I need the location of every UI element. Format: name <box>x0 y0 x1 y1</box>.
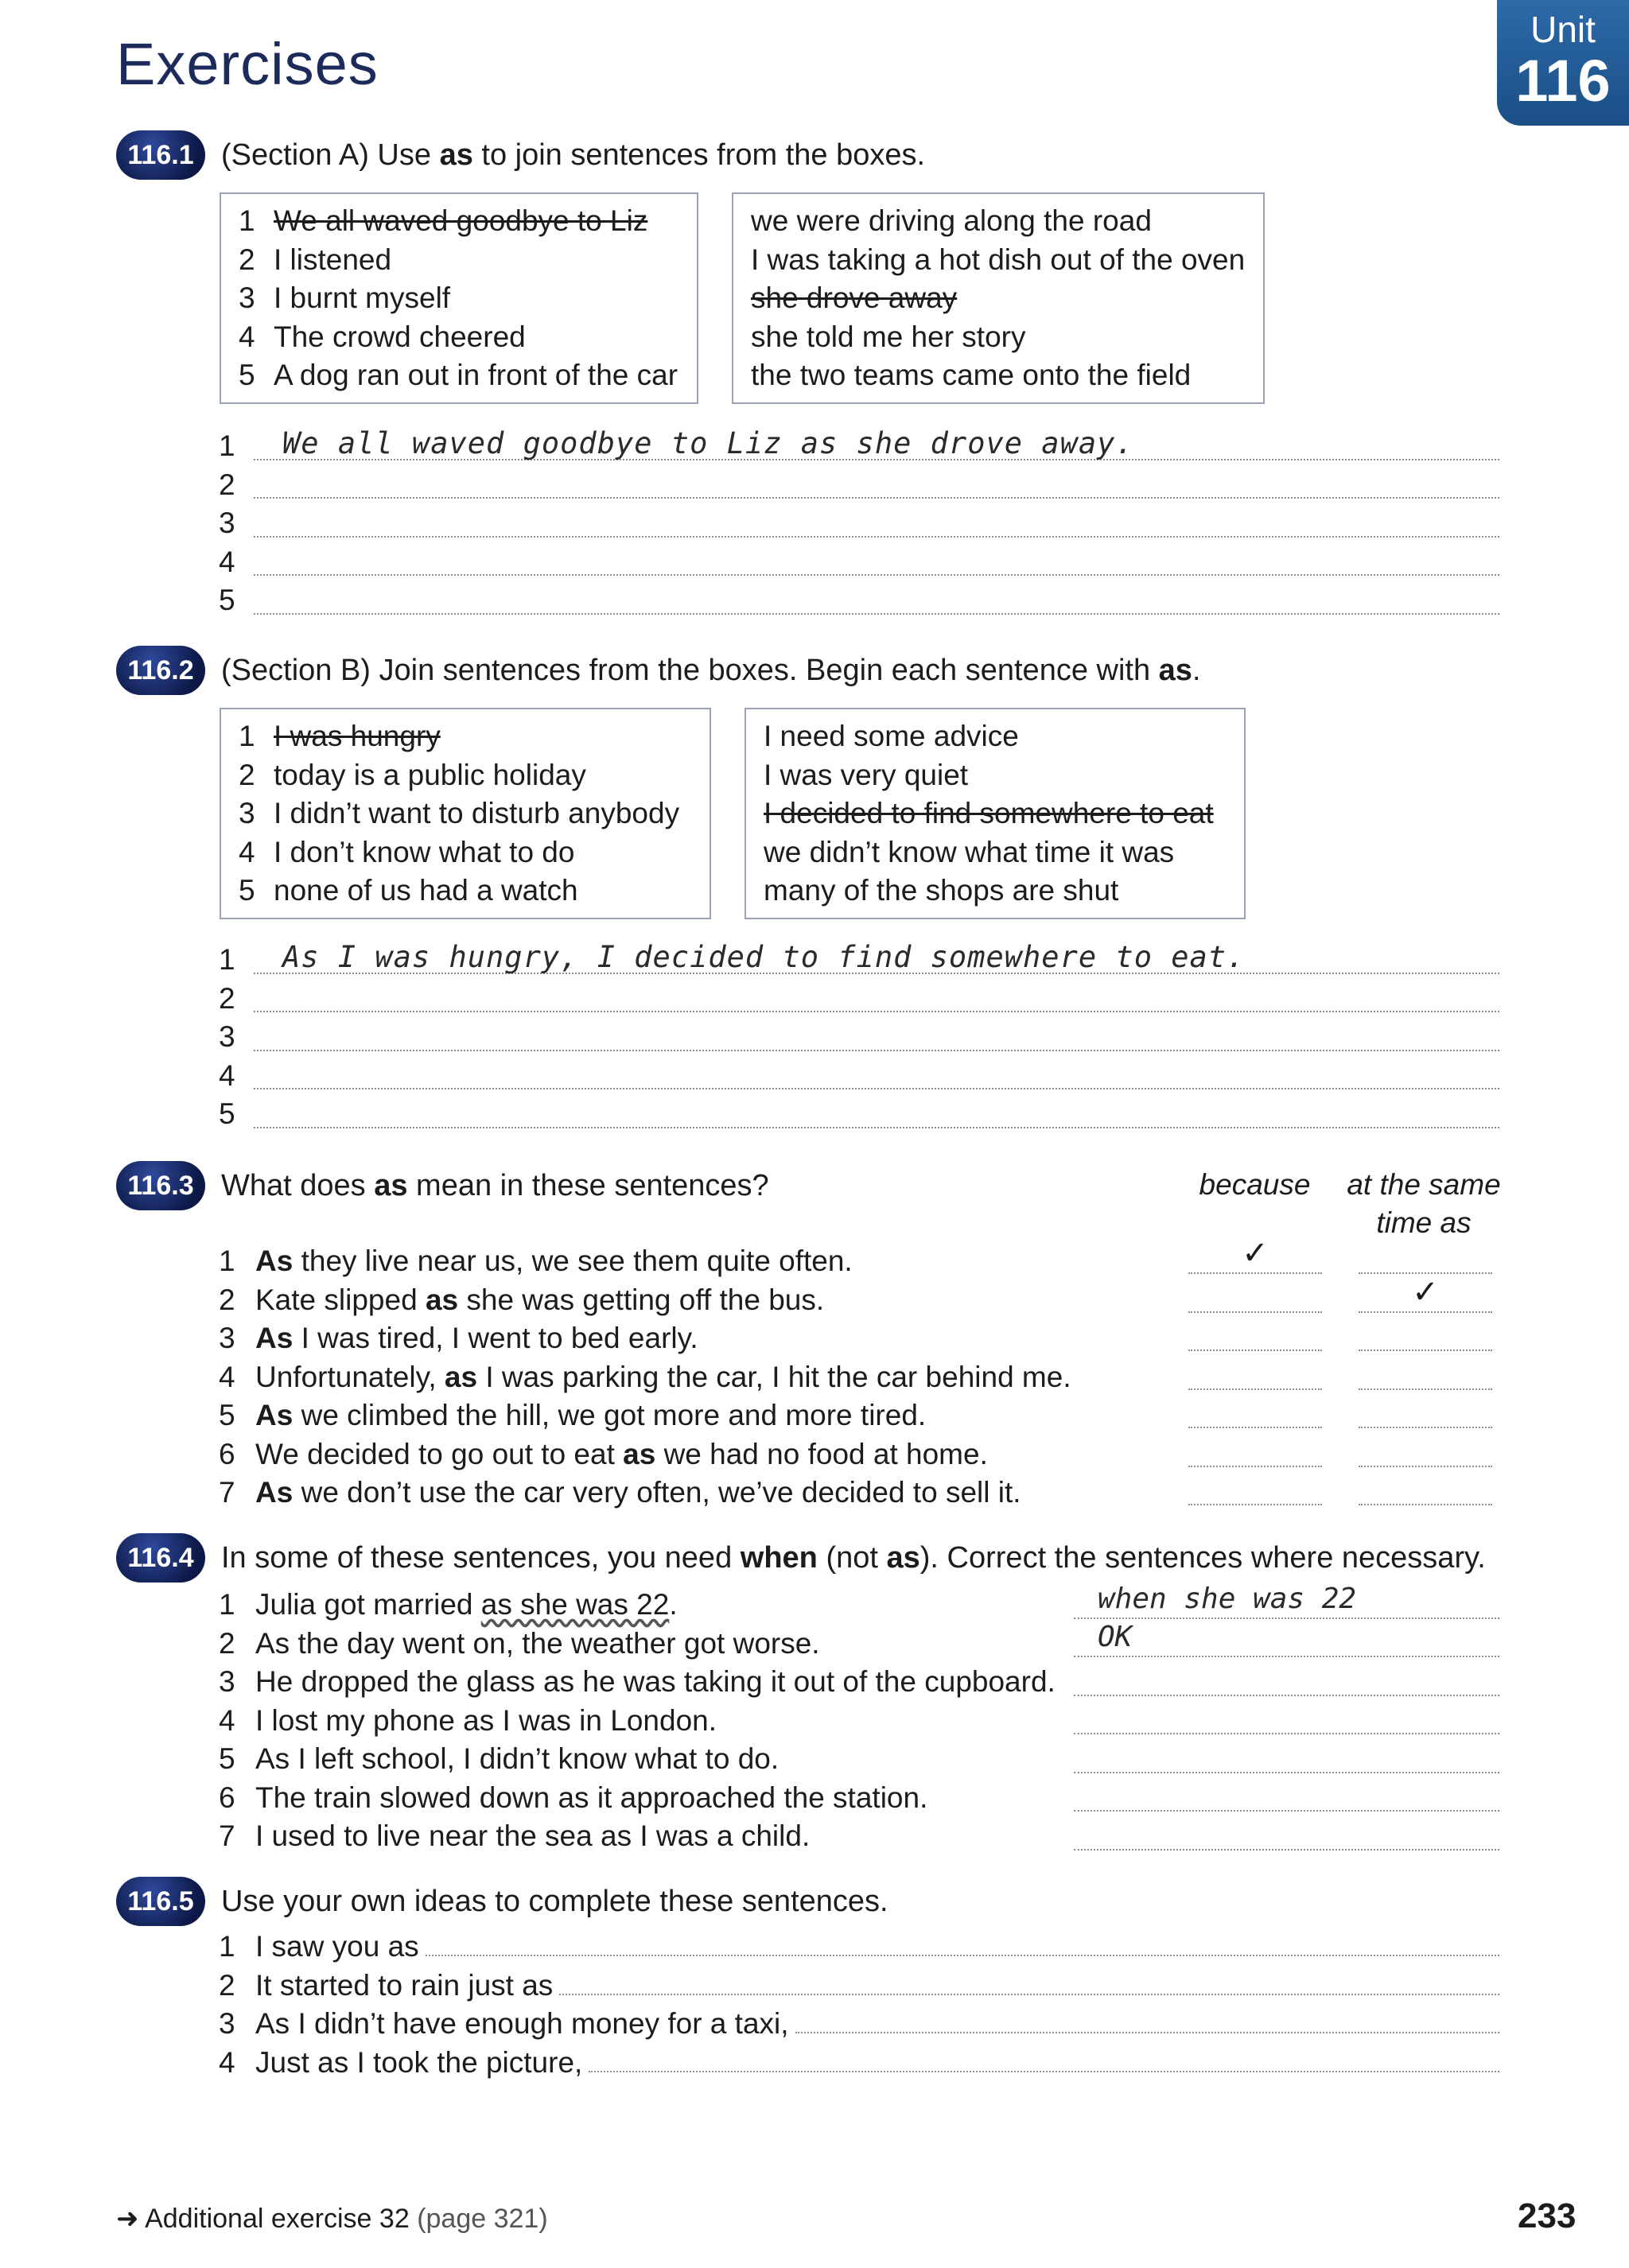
answer-line[interactable] <box>219 426 1499 465</box>
box-item-text: A dog ran out in front of the car <box>274 359 678 391</box>
question-list-116-4 <box>219 1586 1062 1856</box>
line-number: 2 <box>219 468 235 501</box>
dotted-line <box>559 1970 1499 1995</box>
question-text: He dropped the glass as he was taking it out of the cupboard. <box>255 1665 1056 1698</box>
instruction-text: to join sentences from the boxes. <box>472 138 926 172</box>
sentence-start: As I didn’t have enough money for a taxi, <box>255 2007 789 2040</box>
item-number: 2 <box>219 1626 235 1660</box>
item-number: 2 <box>219 1968 235 2002</box>
exercise-badge: 116.1 <box>116 130 205 180</box>
item-number: 3 <box>219 1322 235 1354</box>
item-number: 1 <box>239 204 255 237</box>
completion-row[interactable] <box>219 1967 1499 2006</box>
box-item-text: I need some advice <box>764 720 1019 752</box>
tick-box-same[interactable] <box>1359 1237 1492 1274</box>
keyword: As <box>255 1322 294 1354</box>
dotted-line <box>254 1127 1499 1128</box>
question-text: Unfortunately, <box>255 1360 445 1393</box>
box-item-text: I don’t know what to do <box>274 835 575 868</box>
line-number: 5 <box>219 1097 235 1130</box>
item-number: 5 <box>239 874 255 907</box>
question-text: I used to live near the sea as I was a child. <box>255 1819 811 1852</box>
question-text: As the day went on, the weather got worse. <box>255 1626 820 1660</box>
keyword: As <box>255 1476 294 1509</box>
exercise-116-1-header <box>116 130 925 180</box>
keyword: as <box>425 1283 459 1316</box>
tick-box-because[interactable] <box>1188 1353 1322 1390</box>
item-number: 3 <box>239 282 255 314</box>
exercise-badge: 116.5 <box>116 1877 205 1926</box>
box-item <box>239 794 692 833</box>
unit-number: 116 <box>1515 48 1611 114</box>
answer-field[interactable] <box>1074 1660 1499 1696</box>
answer-line[interactable] <box>219 581 1499 619</box>
box-item-text: today is a public holiday <box>274 758 586 791</box>
answer-line[interactable] <box>219 979 1499 1018</box>
question-row <box>219 1586 1062 1625</box>
answer-lines-116-2 <box>219 940 1499 1133</box>
dotted-line <box>254 613 1499 615</box>
instruction-text: (Section A) Use <box>221 138 440 172</box>
instruction-text: (not <box>817 1540 887 1575</box>
tick-box-same[interactable] <box>1359 1392 1492 1428</box>
item-number: 3 <box>219 2007 235 2040</box>
dotted-line <box>795 2008 1499 2033</box>
answer-field[interactable] <box>1074 1583 1499 1619</box>
column-header-same-time <box>1344 1166 1503 1242</box>
question-text: we climbed the hill, we got more and more tired. <box>293 1399 927 1431</box>
item-number: 1 <box>239 720 255 752</box>
box-item <box>239 833 692 872</box>
page-reference: (page 321) <box>417 2204 548 2234</box>
exercise-116-5-header <box>116 1877 888 1926</box>
question-row <box>219 1663 1062 1702</box>
box-item-text: the two teams came onto the field <box>751 359 1192 391</box>
question-text: Julia got married <box>255 1588 481 1621</box>
unit-label: Unit <box>1530 9 1596 50</box>
line-number: 3 <box>219 1020 235 1053</box>
answer-line[interactable] <box>219 1056 1499 1095</box>
answer-field[interactable] <box>1074 1814 1499 1851</box>
box-item-text: I burnt myself <box>274 282 451 314</box>
exercise-116-2-header <box>116 646 1201 695</box>
handwritten-answer: As I was hungry, I decided to find somewhere to eat. <box>282 940 1246 974</box>
keyword: as <box>623 1437 656 1470</box>
tick-box-same[interactable] <box>1359 1276 1492 1313</box>
question-row <box>219 1817 1062 1856</box>
answer-line[interactable] <box>219 503 1499 542</box>
page-number: 233 <box>1518 2196 1577 2235</box>
item-number: 2 <box>219 1283 235 1316</box>
question-text: We decided to go out to eat <box>255 1437 624 1470</box>
additional-exercise-link[interactable] <box>116 2203 548 2235</box>
instruction-text: What does <box>221 1168 375 1202</box>
keyword: As <box>255 1399 294 1431</box>
box-item-text-crossed: We all waved goodbye to Liz <box>274 204 648 237</box>
box-item <box>239 717 692 756</box>
question-text: she was getting off the bus. <box>458 1283 825 1316</box>
column-header-because: because <box>1199 1168 1311 1201</box>
item-number: 5 <box>219 1742 235 1775</box>
instruction-keyword: as <box>1158 653 1192 687</box>
question-text: they live near us, we see them quite often. <box>293 1245 853 1277</box>
tick-box-because[interactable] <box>1188 1315 1322 1351</box>
question-text: we don’t use the car very often, we’ve decided to sell it. <box>293 1476 1021 1509</box>
line-number: 3 <box>219 507 235 539</box>
question-text: I was parking the car, I hit the car behind me. <box>477 1360 1071 1393</box>
item-number: 5 <box>219 1399 235 1431</box>
instruction-keyword: as <box>439 138 473 172</box>
tick-box-because[interactable] <box>1188 1392 1322 1428</box>
answer-field[interactable] <box>1074 1737 1499 1773</box>
line-number: 5 <box>219 584 235 616</box>
item-number: 3 <box>219 1665 235 1698</box>
dotted-line <box>254 1088 1499 1089</box>
item-number: 5 <box>239 359 255 391</box>
keyword: as <box>444 1360 478 1393</box>
tick-box-because[interactable] <box>1188 1276 1322 1313</box>
sentence-start: It started to rain just as <box>255 1968 554 2002</box>
instruction-text: mean in these sentences? <box>407 1168 769 1202</box>
question-row <box>219 1779 1062 1818</box>
column-header-line: at the same <box>1347 1168 1501 1201</box>
box-item-text: we didn’t know what time it was <box>764 835 1175 868</box>
answer-line[interactable] <box>219 465 1499 504</box>
item-number: 4 <box>219 1703 235 1737</box>
tick-box-same[interactable] <box>1359 1353 1492 1390</box>
exercise-badge: 116.3 <box>116 1161 205 1210</box>
exercise-instruction: Use your own ideas to complete these sentences. <box>221 1884 888 1918</box>
sentence-start: Just as I took the picture, <box>255 2045 583 2079</box>
dotted-line <box>426 1931 1499 1956</box>
tick-box-because[interactable] <box>1188 1469 1322 1505</box>
link-text: Additional exercise 32 <box>145 2204 410 2234</box>
sentence-box-right <box>732 192 1265 404</box>
column-header-line: time as <box>1376 1206 1472 1239</box>
checkmark-icon: ✓ <box>1242 1236 1269 1271</box>
item-number: 3 <box>239 797 255 829</box>
handwritten-answer: when she was 22 <box>1098 1583 1357 1615</box>
instruction-text: In some of these sentences, you need <box>221 1540 741 1575</box>
instruction-keyword: when <box>740 1540 818 1575</box>
box-item-text: I was very quiet <box>764 758 969 791</box>
tick-box-same[interactable] <box>1359 1469 1492 1505</box>
item-number: 1 <box>219 1930 235 1963</box>
box-item-text: The crowd cheered <box>274 320 526 353</box>
item-number: 7 <box>219 1819 235 1852</box>
completion-row[interactable] <box>219 2005 1499 2044</box>
question-row <box>219 1625 1062 1664</box>
item-number: 1 <box>219 1245 235 1277</box>
answer-field[interactable] <box>1074 1775 1499 1812</box>
tick-box-same[interactable] <box>1359 1431 1492 1467</box>
box-item <box>239 872 692 911</box>
box-item-text-crossed: I decided to find somewhere to eat <box>764 797 1214 829</box>
item-number: 6 <box>219 1437 235 1470</box>
answer-line[interactable] <box>219 542 1499 581</box>
answer-field[interactable] <box>1074 1621 1499 1657</box>
arrow-right-icon: ➜ <box>116 2204 139 2234</box>
box-item <box>239 756 692 795</box>
question-text: The train slowed down as it approached the station. <box>255 1781 928 1814</box>
item-number: 1 <box>219 1588 235 1621</box>
item-number: 4 <box>239 835 255 868</box>
line-number: 4 <box>219 545 235 578</box>
question-text: we had no food at home. <box>655 1437 988 1470</box>
question-text: . <box>669 1588 678 1621</box>
sentence-box-left <box>220 192 698 404</box>
box-item <box>239 279 679 318</box>
item-number: 7 <box>219 1476 235 1509</box>
instruction-text: . <box>1192 653 1201 687</box>
dotted-line <box>254 536 1499 538</box>
answer-line[interactable] <box>219 1094 1499 1133</box>
box-item-text: none of us had a watch <box>274 874 578 907</box>
box-item-text: she told me her story <box>751 320 1026 353</box>
exercise-116-3-header <box>116 1161 769 1210</box>
completion-row[interactable] <box>219 2044 1499 2083</box>
dotted-line <box>254 574 1499 576</box>
box-item <box>239 202 679 241</box>
line-number: 2 <box>219 981 235 1015</box>
box-item-text: I was taking a hot dish out of the oven <box>751 243 1246 276</box>
sentence-start: I saw you as <box>255 1930 419 1963</box>
instruction-keyword: as <box>374 1168 408 1202</box>
exercise-instruction <box>221 138 925 173</box>
item-number: 6 <box>219 1781 235 1814</box>
instruction-text: ). Correct the sentences where necessary. <box>919 1540 1486 1575</box>
exercise-116-4-header <box>116 1533 1486 1583</box>
question-text: I was tired, I went to bed early. <box>293 1322 698 1354</box>
dotted-line <box>254 1050 1499 1051</box>
dotted-line <box>254 497 1499 499</box>
item-number: 4 <box>239 320 255 353</box>
exercise-instruction <box>221 1169 769 1203</box>
exercise-badge: 116.2 <box>116 646 205 695</box>
instruction-text: (Section B) Join sentences from the boxes. Begin each sentence with <box>221 653 1159 687</box>
page-title: Exercises <box>116 31 379 97</box>
answer-line[interactable] <box>219 1017 1499 1056</box>
item-number: 2 <box>239 243 255 276</box>
answer-lines-116-1 <box>219 426 1499 619</box>
question-row <box>219 1702 1062 1741</box>
question-text: Kate slipped <box>255 1283 426 1316</box>
box-item <box>239 356 679 395</box>
completion-list-116-5 <box>219 1928 1499 2082</box>
tick-box-same[interactable] <box>1359 1315 1492 1351</box>
box-item-text: many of the shops are shut <box>764 874 1119 907</box>
dotted-line <box>254 1011 1499 1012</box>
box-item-text: I listened <box>274 243 392 276</box>
dotted-line <box>589 2047 1499 2072</box>
answer-field[interactable] <box>1074 1698 1499 1734</box>
item-number: 2 <box>239 758 255 791</box>
sentence-box-left <box>220 708 711 919</box>
question-row <box>219 1740 1062 1779</box>
question-text: I lost my phone as I was in London. <box>255 1703 717 1737</box>
line-number: 1 <box>219 429 235 462</box>
box-item-text-crossed: she drove away <box>751 282 958 314</box>
item-number: 4 <box>219 1360 235 1393</box>
unit-tab <box>1497 0 1629 126</box>
exercise-badge: 116.4 <box>116 1533 205 1583</box>
checkmark-icon: ✓ <box>1412 1274 1439 1310</box>
tick-box-because[interactable] <box>1188 1431 1322 1467</box>
handwritten-answer: We all waved goodbye to Liz as she drove away. <box>282 426 1134 460</box>
tick-box-because[interactable] <box>1188 1237 1322 1274</box>
box-item <box>239 241 679 280</box>
line-number: 1 <box>219 943 235 976</box>
keyword: As <box>255 1245 294 1277</box>
instruction-keyword: as <box>886 1540 920 1575</box>
line-number: 4 <box>219 1058 235 1092</box>
exercise-instruction <box>221 654 1201 688</box>
exercise-instruction <box>221 1541 1486 1575</box>
box-item <box>239 318 679 357</box>
box-item-text-crossed: I was hungry <box>274 720 441 752</box>
question-text: As I left school, I didn’t know what to do. <box>255 1742 780 1775</box>
box-item-text: we were driving along the road <box>751 204 1152 237</box>
marked-phrase: as she was 22 <box>480 1588 670 1621</box>
item-number: 4 <box>219 2045 235 2079</box>
box-item-text: I didn’t want to disturb anybody <box>274 797 680 829</box>
completion-row[interactable] <box>219 1928 1499 1967</box>
handwritten-answer: OK <box>1098 1621 1133 1653</box>
sentence-box-right <box>745 708 1246 919</box>
answer-line[interactable] <box>219 940 1499 979</box>
